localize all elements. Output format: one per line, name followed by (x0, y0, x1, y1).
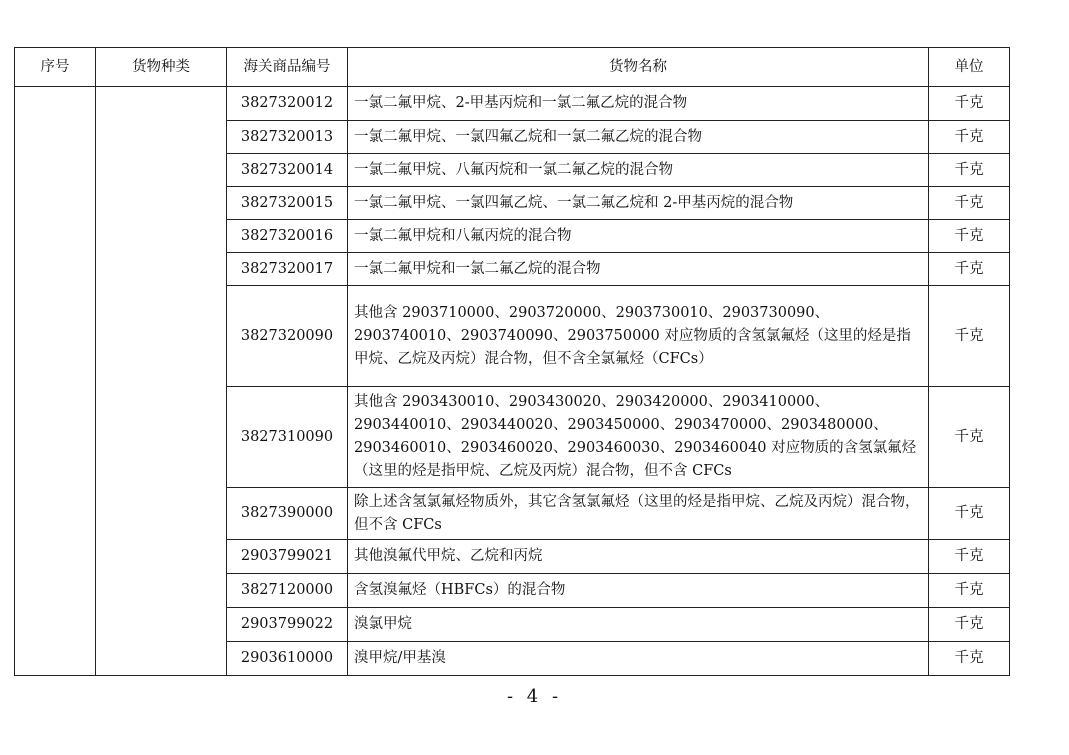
goods-name: 一氯二氟甲烷、八氟丙烷和一氯二氟乙烷的混合物 (348, 154, 929, 187)
customs-code: 3827320016 (227, 220, 348, 253)
customs-code: 2903799021 (227, 540, 348, 574)
unit: 千克 (929, 220, 1010, 253)
customs-code: 3827320014 (227, 154, 348, 187)
goods-name: 一氯二氟甲烷、一氯四氟乙烷和一氯二氟乙烷的混合物 (348, 121, 929, 154)
customs-code: 3827320015 (227, 187, 348, 220)
unit: 千克 (929, 286, 1010, 387)
customs-code: 2903610000 (227, 642, 348, 676)
header-unit: 单位 (929, 48, 1010, 87)
goods-name: 一氯二氟甲烷和一氯二氟乙烷的混合物 (348, 253, 929, 286)
unit: 千克 (929, 87, 1010, 121)
unit: 千克 (929, 574, 1010, 608)
table-body (15, 87, 1010, 676)
unit: 千克 (929, 121, 1010, 154)
seq-cell (15, 87, 96, 676)
unit: 千克 (929, 540, 1010, 574)
goods-table (14, 47, 1010, 676)
goods-name: 一氯二氟甲烷、一氯四氟乙烷、一氯二氟乙烷和 2-甲基丙烷的混合物 (348, 187, 929, 220)
unit: 千克 (929, 387, 1010, 488)
goods-name: 一氯二氟甲烷、2-甲基丙烷和一氯二氟乙烷的混合物 (348, 87, 929, 121)
header-goods-name: 货物名称 (348, 48, 929, 87)
customs-code: 2903799022 (227, 608, 348, 642)
goods-name: 一氯二氟甲烷和八氟丙烷的混合物 (348, 220, 929, 253)
customs-code: 3827390000 (227, 488, 348, 540)
unit: 千克 (929, 608, 1010, 642)
goods-name: 含氢溴氟烃（HBFCs）的混合物 (348, 574, 929, 608)
unit: 千克 (929, 488, 1010, 540)
table-header-row (15, 48, 1010, 87)
customs-code: 3827320017 (227, 253, 348, 286)
goods-name: 溴甲烷/甲基溴 (348, 642, 929, 676)
customs-code: 3827320012 (227, 87, 348, 121)
goods-type-cell (96, 87, 227, 676)
goods-name: 除上述含氢氯氟烃物质外，其它含氢氯氟烃（这里的烃是指甲烷、乙烷及丙烷）混合物，但不含 CFCs (348, 488, 929, 540)
goods-name: 溴氯甲烷 (348, 608, 929, 642)
unit: 千克 (929, 253, 1010, 286)
unit: 千克 (929, 642, 1010, 676)
unit: 千克 (929, 187, 1010, 220)
customs-code: 3827310090 (227, 387, 348, 488)
customs-code: 3827120000 (227, 574, 348, 608)
header-goods-type: 货物种类 (96, 48, 227, 87)
header-seq: 序号 (15, 48, 96, 87)
goods-name: 其他溴氟代甲烷、乙烷和丙烷 (348, 540, 929, 574)
goods-name: 其他含 2903430010、2903430020、2903420000、2903410000、2903440010、2903440020、2903450000、2903470000、2903480000、2903460010、2903460020、2903460030、2903460040 对应物质的含氢氯氟烃（这里的烃是指甲烷、乙烷及丙烷）混合物，但不含 CFCs (348, 387, 929, 488)
goods-name: 其他含 2903710000、2903720000、2903730010、2903730090、2903740010、2903740090、2903750000 对应物质的含氢氯氟烃（这里的烃是指甲烷、乙烷及丙烷）混合物，但不含全氯氟烃（CFCs） (348, 286, 929, 387)
unit: 千克 (929, 154, 1010, 187)
page-number: - 4 - (506, 686, 563, 707)
table-row (15, 87, 1010, 121)
customs-code: 3827320013 (227, 121, 348, 154)
header-customs-code: 海关商品编号 (227, 48, 348, 87)
customs-code: 3827320090 (227, 286, 348, 387)
